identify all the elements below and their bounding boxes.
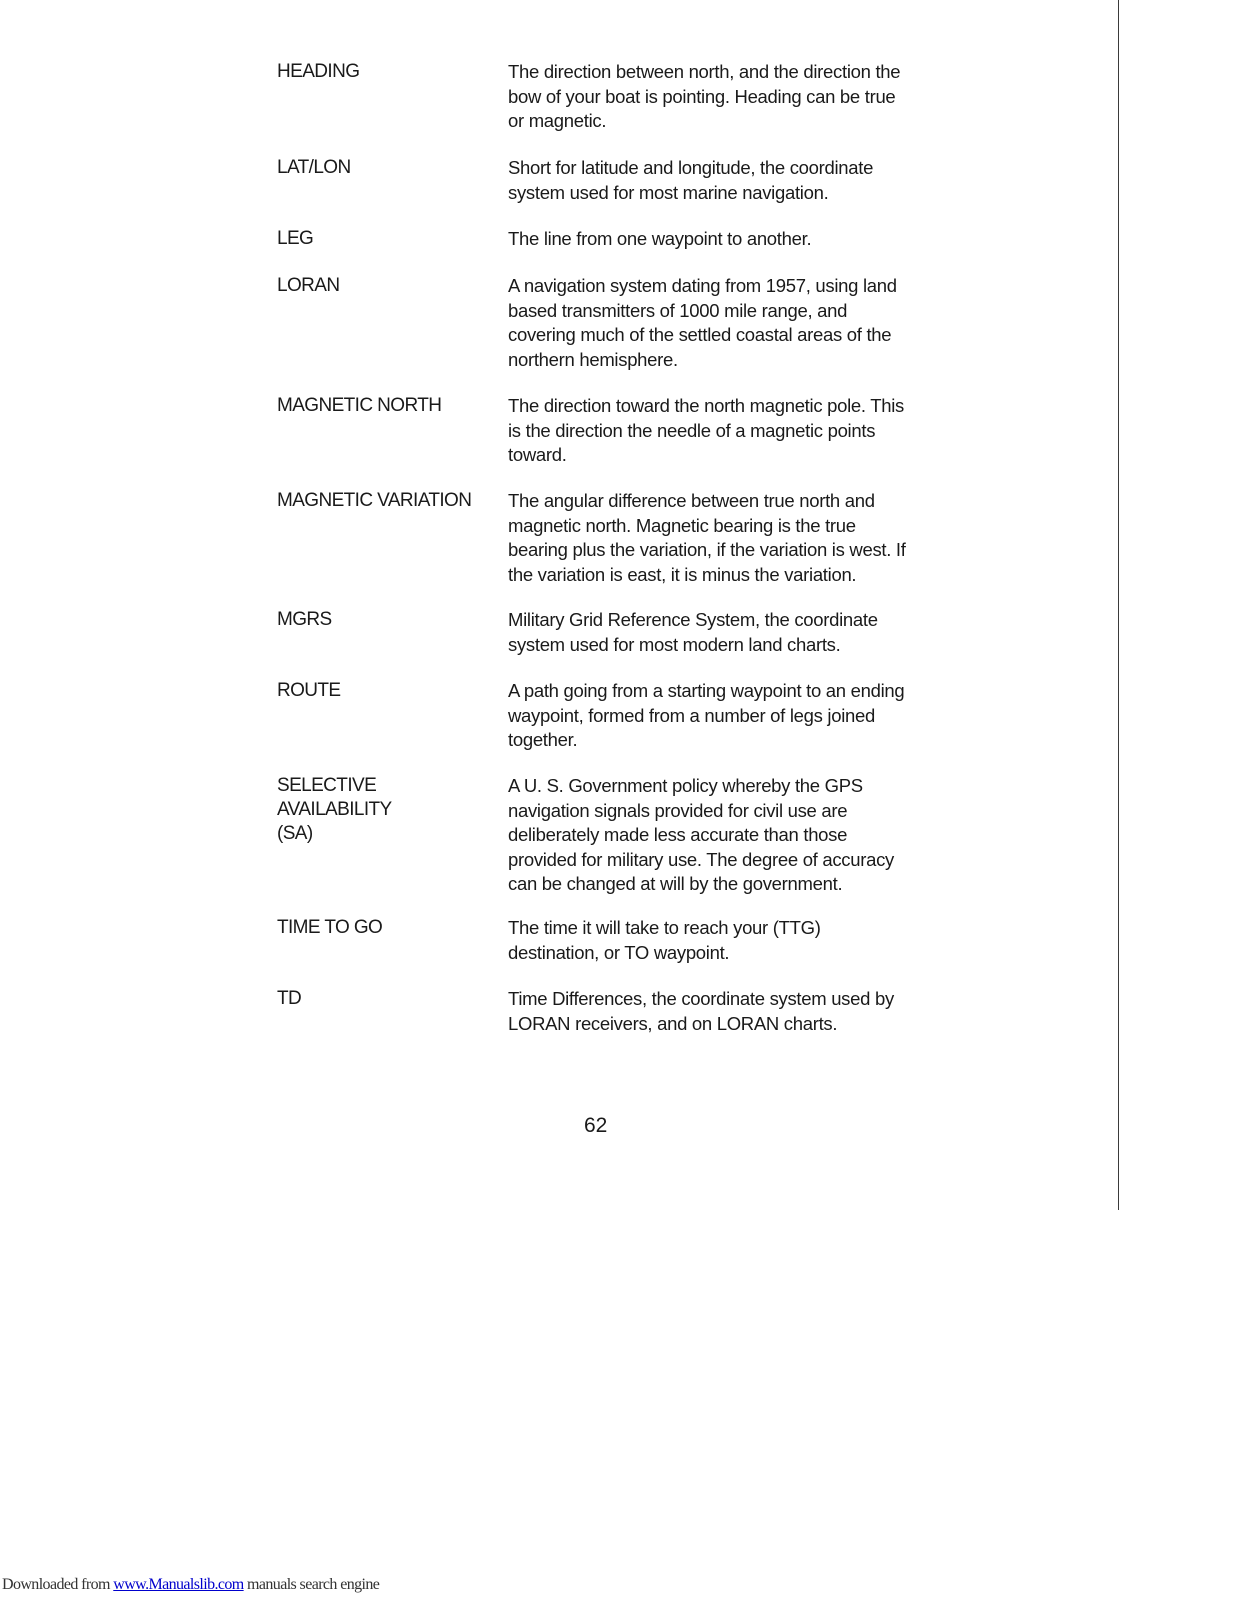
- glossary-definition: The direction toward the north magnetic pole. This is the direction the needle of a magnetic points toward.: [508, 395, 904, 465]
- page-number: 62: [584, 1114, 608, 1137]
- glossary-term: LORAN: [277, 275, 340, 296]
- glossary-definition: The angular difference between true north and magnetic north. Magnetic bearing is the true bearing plus the variation, if the variation is west. If the variation is east, it is minus the variation.: [508, 490, 906, 585]
- glossary-term: TD: [277, 988, 302, 1009]
- glossary-term: HEADING: [277, 61, 360, 82]
- glossary-definition: Military Grid Reference System, the coordinate system used for most modern land charts.: [508, 609, 878, 655]
- glossary-term: ROUTE: [277, 680, 341, 701]
- glossary-definition: The time it will take to reach your (TTG) destination, or TO waypoint.: [508, 917, 821, 963]
- glossary-term: MAGNETIC VARIATION: [277, 490, 472, 511]
- footer-prefix: Downloaded from: [2, 1576, 114, 1593]
- glossary-term: LAT/LON: [277, 157, 351, 178]
- glossary-term: MGRS: [277, 609, 332, 630]
- glossary-term: SELECTIVE AVAILABILITY (SA): [277, 775, 392, 844]
- glossary-definition: The line from one waypoint to another.: [508, 228, 812, 249]
- glossary-definition: Time Differences, the coordinate system used by LORAN receivers, and on LORAN charts.: [508, 988, 894, 1034]
- glossary-definition: A U. S. Government policy whereby the GPS navigation signals provided for civil use are deliberately made less accurate than those provided for military use. The degree of accuracy can be changed at will by the government.: [508, 775, 894, 894]
- glossary-term: TIME TO GO: [277, 917, 383, 938]
- glossary-definition: Short for latitude and longitude, the coordinate system used for most marine navigation.: [508, 157, 874, 203]
- glossary-definition: A navigation system dating from 1957, using land based transmitters of 1000 mile range, and covering much of the settled coastal areas of the northern hemisphere.: [508, 275, 897, 370]
- manualslib-link[interactable]: www.Manualslib.com: [113, 1576, 244, 1593]
- download-footer: [2, 1575, 379, 1595]
- glossary-term: MAGNETIC NORTH: [277, 395, 442, 416]
- footer-suffix: manuals search engine: [243, 1576, 380, 1593]
- glossary-definition: The direction between north, and the direction the bow of your boat is pointing. Heading can be true or magnetic.: [508, 61, 901, 131]
- page-edge-rule: [1118, 0, 1119, 1210]
- glossary-definition: A path going from a starting waypoint to an ending waypoint, formed from a number of legs joined together.: [508, 680, 905, 750]
- glossary-term: LEG: [277, 228, 314, 249]
